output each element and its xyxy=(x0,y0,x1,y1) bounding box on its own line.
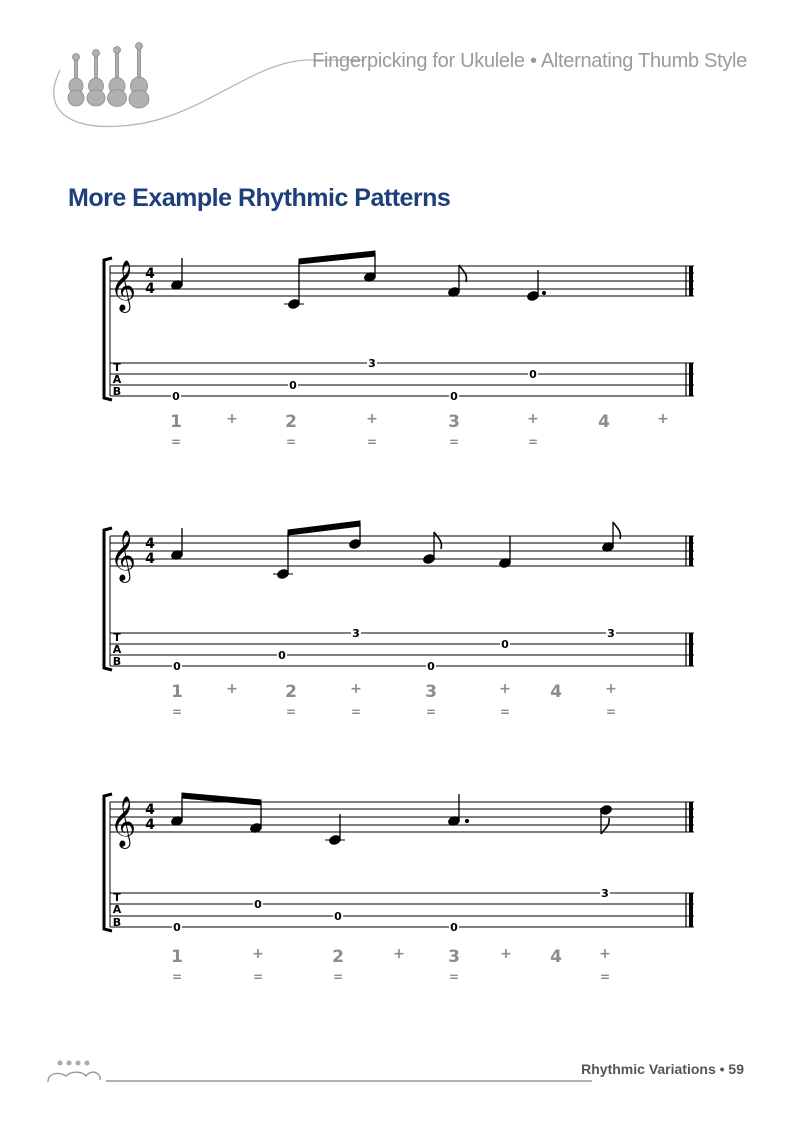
count-beat: 2 xyxy=(285,682,297,702)
tab-clef-letter: T xyxy=(113,631,121,644)
count-row xyxy=(171,681,617,719)
note-dot xyxy=(542,291,545,294)
count-row xyxy=(170,411,669,449)
count-beat: 3 xyxy=(425,682,437,702)
count-beat: 4 xyxy=(598,412,610,432)
count-beat: 1 xyxy=(170,412,182,432)
tab-number: 3 xyxy=(601,887,609,900)
count-mark: = xyxy=(599,970,611,984)
count-mark: = xyxy=(171,705,183,719)
tab-clef-letter: T xyxy=(113,891,121,904)
count-mark: = xyxy=(350,705,362,719)
count-and: + xyxy=(393,946,405,962)
tab-number: 3 xyxy=(607,627,615,640)
count-beat: 3 xyxy=(448,947,460,967)
count-beat: 2 xyxy=(332,947,344,967)
tab-number: 0 xyxy=(173,921,181,934)
count-mark: = xyxy=(499,705,511,719)
music-notes xyxy=(170,251,545,310)
tab-number: 0 xyxy=(334,910,342,923)
count-mark: = xyxy=(252,970,264,984)
example-3 xyxy=(90,786,710,986)
time-signature-bottom: 4 xyxy=(145,817,155,833)
tab-clef-letter: B xyxy=(112,385,122,398)
count-beat: 4 xyxy=(550,947,562,967)
count-beat: 4 xyxy=(550,682,562,702)
count-mark: = xyxy=(605,705,617,719)
tab-clef-letter: B xyxy=(112,916,122,929)
time-signature-bottom: 4 xyxy=(145,551,155,567)
treble-clef-icon: 𝄞 xyxy=(110,260,137,311)
count-mark: = xyxy=(366,435,378,449)
tab-number: 0 xyxy=(501,638,509,651)
tab-number: 3 xyxy=(352,627,360,640)
note-beam xyxy=(182,793,261,805)
count-mark: = xyxy=(285,705,297,719)
tab-clef-letter: A xyxy=(112,643,122,656)
count-beat: 3 xyxy=(448,412,460,432)
count-mark: = xyxy=(425,705,437,719)
tab-clef-letter: T xyxy=(113,361,121,374)
count-and: + xyxy=(226,681,238,697)
count-and: + xyxy=(605,681,617,697)
tab-number: 0 xyxy=(173,660,181,673)
tab-number: 0 xyxy=(289,379,297,392)
final-barline xyxy=(686,802,691,927)
count-and: + xyxy=(657,411,669,427)
count-and: + xyxy=(527,411,539,427)
count-mark: = xyxy=(170,435,182,449)
example-2 xyxy=(90,520,710,720)
tab-number: 0 xyxy=(172,390,180,403)
tab-clef-letter: A xyxy=(112,373,122,386)
count-mark: = xyxy=(332,970,344,984)
tuning-pegs-icon xyxy=(58,1061,90,1066)
music-notes xyxy=(170,793,612,846)
treble-clef-icon: 𝄞 xyxy=(110,796,137,847)
ukulele-outline-icon xyxy=(48,1072,100,1082)
tab-number: 0 xyxy=(254,898,262,911)
count-and: + xyxy=(252,946,264,962)
final-barline xyxy=(686,266,691,396)
final-barline xyxy=(686,536,691,666)
tab-number: 0 xyxy=(450,390,458,403)
footer-ornament xyxy=(40,1050,600,1090)
time-signature-top: 4 xyxy=(145,802,155,818)
tab-clef-letter: A xyxy=(112,903,122,916)
page-title: More Example Rhythmic Patterns xyxy=(68,184,451,212)
count-and: + xyxy=(599,946,611,962)
header-title: Fingerpicking for Ukulele • Alternating Thumb Style xyxy=(312,50,747,72)
example-1 xyxy=(90,250,710,450)
tab-number: 0 xyxy=(427,660,435,673)
time-signature-bottom: 4 xyxy=(145,281,155,297)
music-notes xyxy=(170,521,620,580)
count-and: + xyxy=(226,411,238,427)
count-and: + xyxy=(500,946,512,962)
tab-staff xyxy=(110,363,694,396)
tab-number: 0 xyxy=(278,649,286,662)
count-beat: 2 xyxy=(285,412,297,432)
time-signature-top: 4 xyxy=(145,266,155,282)
page-footer: Rhythmic Variations • 59 xyxy=(581,1061,744,1077)
count-mark: = xyxy=(285,435,297,449)
tab-number: 0 xyxy=(529,368,537,381)
note-flag xyxy=(434,532,441,549)
count-and: + xyxy=(350,681,362,697)
tab-number: 0 xyxy=(450,921,458,934)
note-beam xyxy=(299,251,375,264)
count-mark: = xyxy=(448,970,460,984)
count-mark: = xyxy=(527,435,539,449)
four-ukuleles-icon xyxy=(68,43,149,109)
tab-number: 3 xyxy=(368,357,376,370)
count-mark: = xyxy=(171,970,183,984)
count-row xyxy=(171,946,611,984)
count-and: + xyxy=(499,681,511,697)
count-beat: 1 xyxy=(171,947,183,967)
time-signature-top: 4 xyxy=(145,536,155,552)
count-and: + xyxy=(366,411,378,427)
treble-staff xyxy=(110,266,694,296)
tab-clef-letter: B xyxy=(112,655,122,668)
treble-clef-icon: 𝄞 xyxy=(110,530,137,581)
note-dot xyxy=(465,819,468,822)
count-mark: = xyxy=(448,435,460,449)
note-beam xyxy=(288,521,360,535)
count-beat: 1 xyxy=(171,682,183,702)
